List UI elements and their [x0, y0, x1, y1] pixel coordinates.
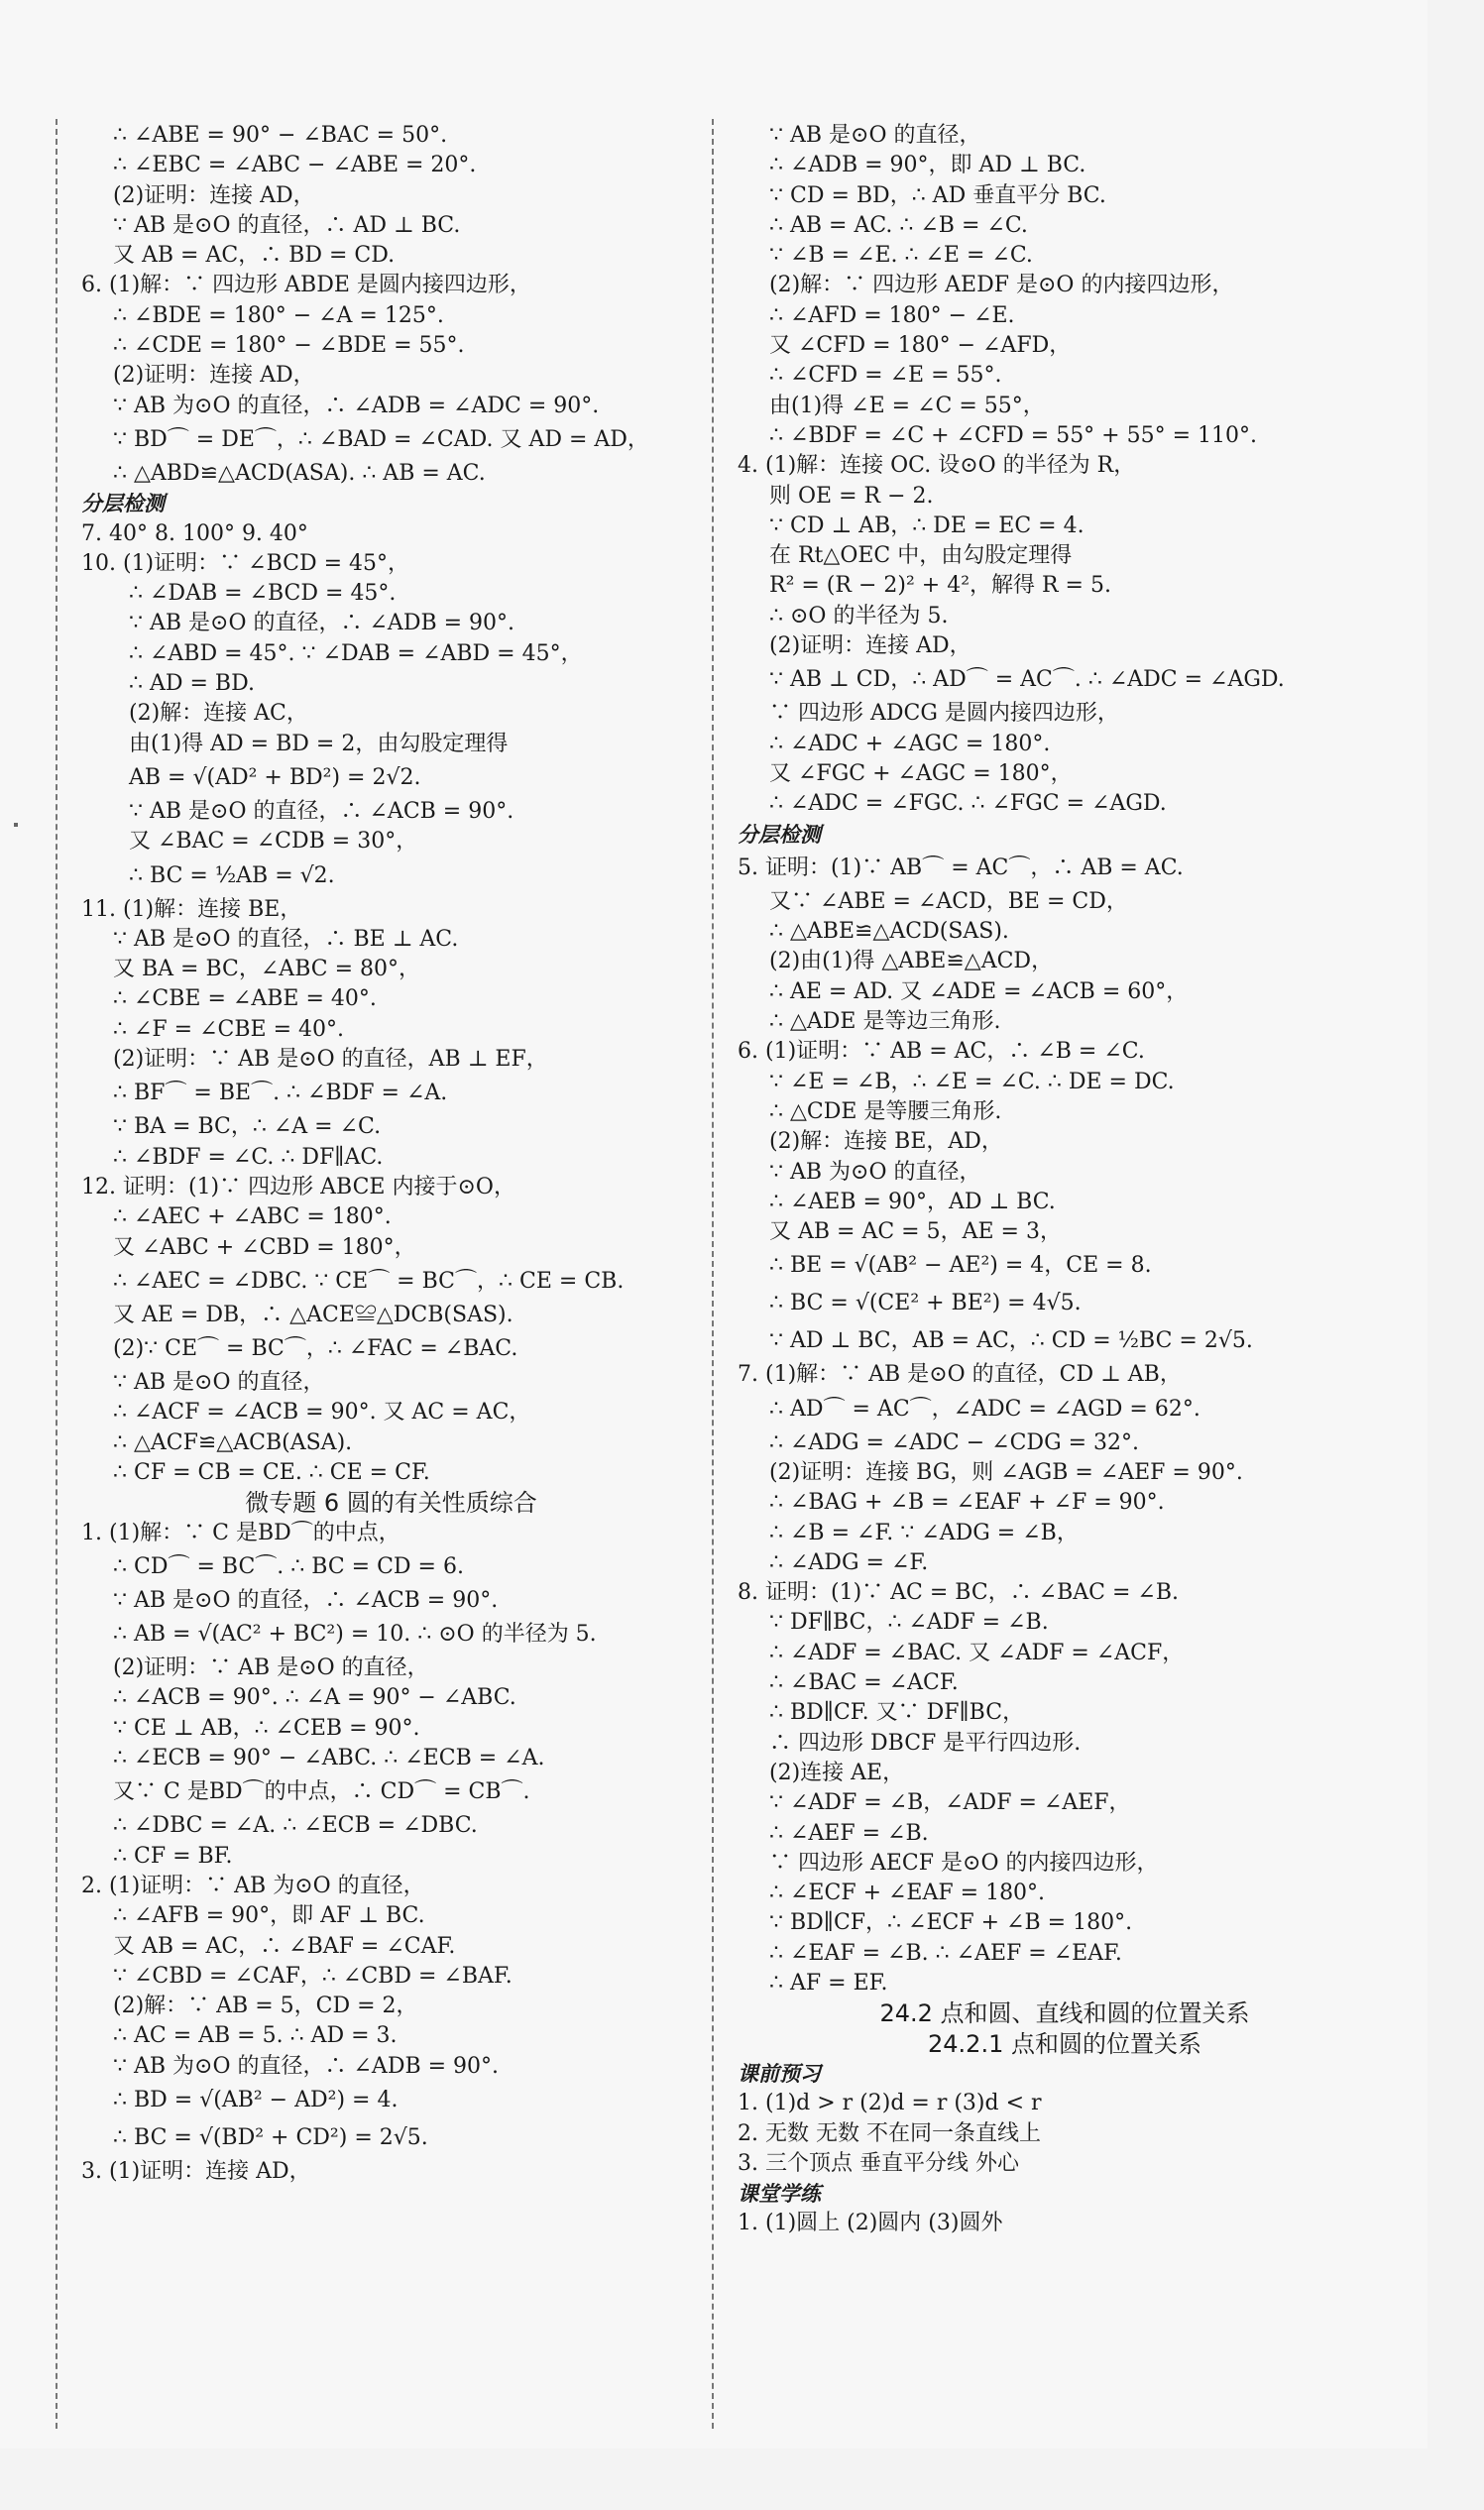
answer-line: ∴ ∠EAF = ∠B. ∴ ∠AEF = ∠EAF.	[769, 1940, 1122, 1966]
answer-line: ∴ ∠ECF + ∠EAF = 180°.	[769, 1881, 1046, 1906]
answer-line: ∴ BC = √(CE² + BE²) = 4√5.	[769, 1291, 1082, 1316]
answer-line: (2)证明：连接 AD，	[113, 182, 315, 208]
answer-line: 又 AB = AC，∴ ∠BAF = ∠CAF.	[113, 1933, 456, 1959]
answer-line: ∴ AD = BD.	[129, 671, 255, 697]
section-heading: 分层检测	[738, 822, 821, 847]
answer-line: ∵ AB 为⊙O 的直径，∴ ∠ADB = ∠ADC = 90°.	[113, 393, 600, 418]
answer-line: ∴ BD∥CF. 又∵ DF∥BC，	[769, 1700, 1025, 1726]
answer-line: 又 ∠FGC + ∠AGC = 180°，	[769, 760, 1073, 786]
answer-line: (2)证明：连接 AD，	[769, 633, 971, 659]
answer-line: ∴ ⊙O 的半径为 5.	[769, 603, 949, 628]
answer-line: 12. 证明：(1)∵ 四边形 ABCE 内接于⊙O，	[81, 1174, 515, 1199]
answer-line: ∴ ∠AEF = ∠B.	[769, 1820, 929, 1846]
answer-line: ∴ ∠EBC = ∠ABC − ∠ABE = 20°.	[113, 153, 477, 178]
left-column	[81, 121, 701, 2187]
answer-line: ∴ ∠DBC = ∠A. ∴ ∠ECB = ∠DBC.	[113, 1813, 478, 1839]
answer-line: ∵ ∠ADF = ∠B，∠ADF = ∠AEF，	[769, 1790, 1131, 1816]
answer-line: ∵ AD ⊥ BC，AB = AC，∴ CD = ½BC = 2√5.	[769, 1328, 1253, 1354]
answer-line: 1. (1)圆上 (2)圆内 (3)圆外	[738, 2211, 1003, 2236]
answer-line: ∴ BC = √(BD² + CD²) = 2√5.	[113, 2125, 428, 2151]
answer-line: 在 Rt△OEC 中，由勾股定理得	[769, 543, 1073, 569]
answer-line: ∴ △ACF≌△ACB(ASA).	[113, 1429, 353, 1455]
answer-line: ∴ ∠DAB = ∠BCD = 45°.	[129, 581, 397, 607]
answer-line: 11. (1)解：连接 BE，	[81, 896, 302, 922]
answer-line: 又∵ C 是BD⌒的中点，∴ CD⌒ = CB⌒.	[113, 1779, 530, 1805]
answer-line: 又 ∠ABC + ∠CBD = 180°，	[113, 1234, 416, 1260]
answer-line: ∵ AB 是⊙O 的直径，∴ ∠ADB = 90°.	[129, 611, 515, 636]
answer-line: ∵ ∠E = ∠B，∴ ∠E = ∠C. ∴ DE = DC.	[769, 1069, 1175, 1094]
answer-line: ∵ AB 为⊙O 的直径，	[769, 1159, 981, 1185]
answer-line: (2)证明：∵ AB 是⊙O 的直径，AB ⊥ EF，	[113, 1047, 548, 1073]
answer-line: ∴ AE = AD. 又 ∠ADE = ∠ACB = 60°，	[769, 978, 1189, 1004]
answer-line: 6. (1)解：∵ 四边形 ABDE 是圆内接四边形，	[81, 273, 531, 298]
answer-line: 1. (1)解：∵ C 是BD⌒的中点，	[81, 1520, 400, 1545]
answer-line: ∴ CF = BF.	[113, 1843, 233, 1869]
answer-line: (2)解：连接 BE，AD，	[769, 1129, 1003, 1155]
answer-line: ∵ 四边形 ADCG 是圆内接四边形，	[769, 701, 1119, 727]
answer-line: ∴ △ABE≌△ACD(SAS).	[769, 919, 1009, 945]
answer-line: ∴ ∠BAG + ∠B = ∠EAF + ∠F = 90°.	[769, 1490, 1165, 1516]
section-heading: 分层检测	[81, 492, 165, 516]
answer-line: ∴ ∠AEC + ∠ABC = 180°.	[113, 1204, 392, 1230]
answer-line: 又 ∠BAC = ∠CDB = 30°，	[129, 829, 418, 855]
answer-line: 7. 40° 8. 100° 9. 40°	[81, 520, 308, 546]
answer-line: 4. (1)解：连接 OC. 设⊙O 的半径为 R，	[738, 453, 1136, 479]
answer-line: ∴ △CDE 是等腰三角形.	[769, 1098, 1002, 1124]
answer-line: 3. 三个顶点 垂直平分线 外心	[738, 2150, 1019, 2176]
answer-line: ∴ ∠AEB = 90°，AD ⊥ BC.	[769, 1189, 1056, 1214]
answer-line: ∴ ∠ADG = ∠F.	[769, 1549, 929, 1575]
answer-line: 5. 证明：(1)∵ AB⌒ = AC⌒，∴ AB = AC.	[738, 855, 1184, 880]
answer-line: ∵ AB 是⊙O 的直径，∴ ∠ACB = 90°.	[113, 1587, 499, 1613]
topic-title: 24.2.1 点和圆的位置关系	[928, 2029, 1201, 2058]
answer-line: ∵ CD ⊥ AB，∴ DE = EC = 4.	[769, 513, 1084, 538]
answer-line: ∴ ∠B = ∠F. ∵ ∠ADG = ∠B，	[769, 1520, 1079, 1545]
answer-line: ∴ BC = ½AB = √2.	[129, 862, 335, 888]
answer-line: 7. (1)解：∵ AB 是⊙O 的直径，CD ⊥ AB，	[738, 1362, 1182, 1388]
answer-line: ∴ ∠ECB = 90° − ∠ABC. ∴ ∠ECB = ∠A.	[113, 1746, 545, 1771]
answer-line: ∴ AB = AC. ∴ ∠B = ∠C.	[769, 212, 1028, 238]
answer-line: ∴ BE = √(AB² − AE²) = 4，CE = 8.	[769, 1253, 1152, 1279]
answer-line: ∴ ∠BDF = ∠C. ∴ DF∥AC.	[113, 1144, 384, 1170]
answer-line: ∵ AB 是⊙O 的直径，∴ AD ⊥ BC.	[113, 212, 461, 238]
answer-line: ∵ AB 是⊙O 的直径，∴ ∠ACB = 90°.	[129, 798, 514, 824]
answer-line: ∴ CD⌒ = BC⌒. ∴ BC = CD = 6.	[113, 1553, 464, 1579]
answer-line: ∴ ∠AFD = 180° − ∠E.	[769, 302, 1015, 328]
answer-line: 则 OE = R − 2.	[769, 483, 934, 509]
answer-line: ∵ AB 是⊙O 的直径，	[113, 1370, 325, 1396]
answer-line: 3. (1)证明：连接 AD，	[81, 2159, 311, 2185]
answer-line: ∵ ∠CBD = ∠CAF，∴ ∠CBD = ∠BAF.	[113, 1963, 513, 1989]
answer-line: 8. 证明：(1)∵ AC = BC，∴ ∠BAC = ∠B.	[738, 1580, 1180, 1606]
answer-line: ∵ 四边形 AECF 是⊙O 的内接四边形，	[769, 1850, 1159, 1876]
answer-line: ∴ BD = √(AB² − AD²) = 4.	[113, 2088, 399, 2113]
answer-line: 6. (1)证明：∵ AB = AC，∴ ∠B = ∠C.	[738, 1039, 1145, 1065]
right-column	[738, 121, 1392, 2239]
answer-line: ∴ ∠BDF = ∠C + ∠CFD = 55° + 55° = 110°.	[769, 422, 1258, 448]
answer-line: 由(1)得 AD = BD = 2，由勾股定理得	[129, 731, 509, 756]
answer-line: (2)证明：∵ AB 是⊙O 的直径，	[113, 1655, 429, 1681]
answer-line: ∴ ∠BAC = ∠ACF.	[769, 1670, 959, 1696]
answer-line: ∴ △ADE 是等边三角形.	[769, 1009, 1001, 1035]
answer-line: ∴ AF = EF.	[769, 1971, 888, 1997]
answer-line: ∴ ∠AEC = ∠DBC. ∵ CE⌒ = BC⌒，∴ CE = CB.	[113, 1268, 625, 1294]
answer-line: ∴ ∠ADC + ∠AGC = 180°.	[769, 731, 1051, 756]
answer-line: AB = √(AD² + BD²) = 2√2.	[129, 764, 421, 790]
answer-line: (2)∵ CE⌒ = BC⌒，∴ ∠FAC = ∠BAC.	[113, 1336, 518, 1362]
answer-line: ∴ ∠ACB = 90°. ∴ ∠A = 90° − ∠ABC.	[113, 1685, 516, 1711]
answer-line: 又∵ ∠ABE = ∠ACD，BE = CD，	[769, 888, 1128, 914]
answer-line: ∵ DF∥BC，∴ ∠ADF = ∠B.	[769, 1610, 1049, 1636]
answer-line: ∵ CE ⊥ AB，∴ ∠CEB = 90°.	[113, 1715, 420, 1741]
answer-line: ∴ AB = √(AC² + BC²) = 10. ∴ ⊙O 的半径为 5.	[113, 1622, 597, 1648]
answer-line: ∴ 四边形 DBCF 是平行四边形.	[769, 1730, 1082, 1756]
answer-line: 10. (1)证明：∵ ∠BCD = 45°，	[81, 550, 410, 576]
answer-line: ∴ AC = AB = 5. ∴ AD = 3.	[113, 2023, 398, 2049]
answer-line: ∴ ∠BDE = 180° − ∠A = 125°.	[113, 302, 444, 328]
column-divider	[712, 119, 714, 2429]
answer-line: 2. 无数 无数 不在同一条直线上	[738, 2120, 1041, 2146]
answer-line: 又 AB = AC，∴ BD = CD.	[113, 243, 396, 269]
topic-title: 微专题 6 圆的有关性质综合	[245, 1489, 537, 1518]
margin-mark	[14, 823, 18, 827]
answer-line: (2)证明：连接 AD，	[113, 363, 315, 389]
answer-line: (2)解：∵ 四边形 AEDF 是⊙O 的内接四边形，	[769, 273, 1234, 298]
topic-title: 24.2 点和圆、直线和圆的位置关系	[879, 1999, 1250, 2028]
answer-line: R² = (R − 2)² + 4²，解得 R = 5.	[769, 573, 1111, 599]
answer-line: ∴ △ABD≌△ACD(ASA). ∴ AB = AC.	[113, 460, 486, 486]
answer-line: ∵ BD⌒ = DE⌒，∴ ∠BAD = ∠CAD. 又 AD = AD，	[113, 426, 649, 452]
answer-line: ∴ ∠ADG = ∠ADC − ∠CDG = 32°.	[769, 1429, 1140, 1455]
answer-line: ∴ ∠CDE = 180° − ∠BDE = 55°.	[113, 333, 465, 359]
answer-line: ∴ ∠CBE = ∠ABE = 40°.	[113, 986, 377, 1012]
answer-line: ∴ ∠CFD = ∠E = 55°.	[769, 363, 1002, 389]
answer-line: ∵ AB ⊥ CD，∴ AD⌒ = AC⌒. ∴ ∠ADC = ∠AGD.	[769, 667, 1285, 693]
answer-line: 又 ∠CFD = 180° − ∠AFD，	[769, 333, 1072, 359]
answer-line: ∵ BA = BC，∴ ∠A = ∠C.	[113, 1114, 382, 1140]
answer-line: ∴ ∠F = ∠CBE = 40°.	[113, 1016, 345, 1042]
answer-line: ∵ ∠B = ∠E. ∴ ∠E = ∠C.	[769, 243, 1033, 269]
answer-line: ∴ ∠ADC = ∠FGC. ∴ ∠FGC = ∠AGD.	[769, 791, 1167, 817]
answer-line: ∴ ∠ADB = 90°，即 AD ⊥ BC.	[769, 153, 1086, 178]
answer-line: 2. (1)证明：∵ AB 为⊙O 的直径，	[81, 1873, 425, 1898]
answer-line: ∵ CD = BD，∴ AD 垂直平分 BC.	[769, 182, 1106, 208]
answer-line: ∴ ∠ADF = ∠BAC. 又 ∠ADF = ∠ACF，	[769, 1640, 1185, 1665]
answer-line: 又 AE = DB，∴ △ACE≌△DCB(SAS).	[113, 1302, 514, 1327]
answer-line: 又 AB = AC = 5，AE = 3，	[769, 1219, 1062, 1245]
answer-line: (2)解：∵ AB = 5，CD = 2，	[113, 1994, 418, 2019]
answer-line: ∴ CF = CB = CE. ∴ CE = CF.	[113, 1459, 430, 1485]
answer-line: ∴ ∠ACF = ∠ACB = 90°. 又 AC = AC，	[113, 1400, 531, 1426]
binding-cut-line	[56, 119, 57, 2429]
answer-line: (2)证明：连接 BG，则 ∠AGB = ∠AEF = 90°.	[769, 1459, 1243, 1485]
answer-line: ∵ AB 为⊙O 的直径，∴ ∠ADB = 90°.	[113, 2053, 500, 2079]
section-heading: 课前预习	[738, 2061, 821, 2086]
answer-line: (2)由(1)得 △ABE≌△ACD，	[769, 949, 1054, 974]
answer-line: 由(1)得 ∠E = ∠C = 55°，	[769, 393, 1045, 418]
answer-line: ∵ AB 是⊙O 的直径，∴ BE ⊥ AC.	[113, 926, 459, 952]
answer-line: ∴ ∠AFB = 90°，即 AF ⊥ BC.	[113, 1903, 425, 1929]
answer-line: ∵ BD∥CF，∴ ∠ECF + ∠B = 180°.	[769, 1910, 1133, 1936]
answer-line: ∴ BF⌒ = BE⌒. ∴ ∠BDF = ∠A.	[113, 1081, 448, 1106]
answer-line: ∴ AD⌒ = AC⌒，∠ADC = ∠AGD = 62°.	[769, 1396, 1200, 1422]
answer-line: ∵ AB 是⊙O 的直径，	[769, 123, 981, 148]
answer-line: 1. (1)d > r (2)d = r (3)d < r	[738, 2091, 1042, 2116]
answer-line: ∴ ∠ABD = 45°. ∵ ∠DAB = ∠ABD = 45°，	[129, 640, 583, 666]
answer-line: ∴ ∠ABE = 90° − ∠BAC = 50°.	[113, 123, 448, 148]
answer-line: (2)连接 AE，	[769, 1760, 905, 1785]
section-heading: 课堂学练	[738, 2182, 821, 2207]
answer-line: 又 BA = BC，∠ABC = 80°，	[113, 957, 421, 982]
answer-line: (2)解：连接 AC，	[129, 701, 308, 727]
